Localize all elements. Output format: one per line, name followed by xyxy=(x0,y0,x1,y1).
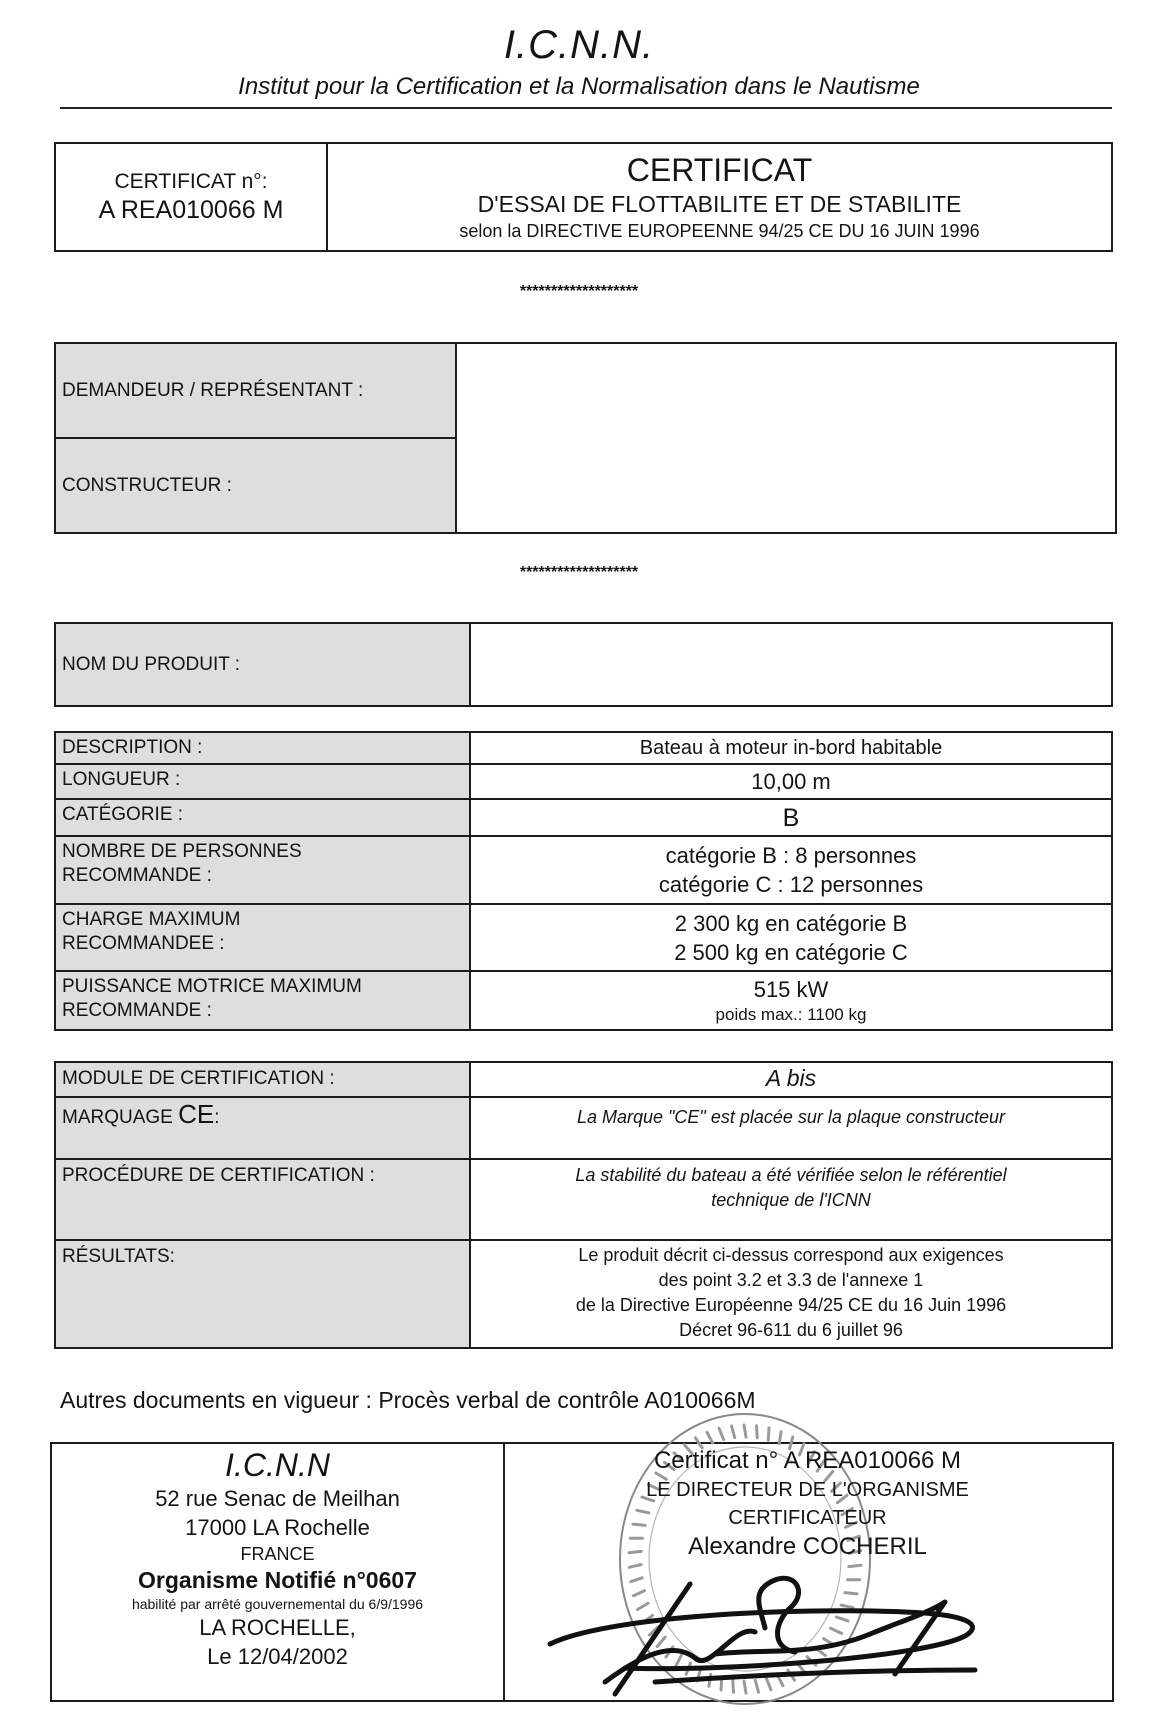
product-name-label: NOM DU PRODUIT : xyxy=(55,623,470,706)
specs-table xyxy=(54,731,1113,1031)
ce-mark: CE xyxy=(178,1099,215,1129)
spec-label-cell xyxy=(55,764,470,799)
spec-label: DESCRIPTION : xyxy=(62,737,203,758)
procedure-value xyxy=(470,1159,1112,1240)
stamp-letter-mark xyxy=(707,1432,713,1443)
footer-org: I.C.N.N xyxy=(225,1447,330,1483)
spec-row xyxy=(55,836,1112,904)
marking-label-suffix: : xyxy=(214,1107,220,1128)
spec-label-cell xyxy=(55,732,470,764)
certificate-number-value: A REA010066 M xyxy=(98,196,284,224)
footer-habilitation: habilité par arrêté gouvernemental du 6/9/1996 xyxy=(131,1596,424,1612)
spec-label: RECOMMANDEE : xyxy=(62,933,225,954)
spec-label-cell xyxy=(55,836,470,904)
footer-director-name: Alexandre COCHERIL xyxy=(688,1533,927,1560)
builder-label: CONSTRUCTEUR : xyxy=(55,438,456,533)
certificate-title: CERTIFICAT xyxy=(626,152,813,188)
certificate-directive: selon la DIRECTIVE EUROPEENNE 94/25 CE DU 16 JUIN 1996 xyxy=(459,221,980,241)
spec-value-cell xyxy=(470,971,1112,1030)
results-value-line-2: des point 3.2 et 3.3 de l'annexe 1 xyxy=(658,1270,924,1290)
marking-label-prefix: MARQUAGE xyxy=(62,1107,173,1128)
spec-label-cell xyxy=(55,904,470,971)
results-value-line-3: de la Directive Européenne 94/25 CE du 16 Juin 1996 xyxy=(575,1295,1007,1315)
spec-value-cell xyxy=(470,799,1112,836)
footer-director-role-1: LE DIRECTEUR DE L'ORGANISME xyxy=(646,1479,969,1501)
stamp-letter-mark xyxy=(768,1428,769,1440)
spec-label: CATÉGORIE : xyxy=(62,804,184,825)
stamp-letter-mark xyxy=(719,1428,724,1439)
director-signature xyxy=(545,1562,995,1702)
footer-address-2: 17000 LA Rochelle xyxy=(185,1515,370,1540)
marking-value: La Marque "CE" est placée sur la plaque constructeur xyxy=(470,1097,1112,1159)
certificate-subtitle: D'ESSAI DE FLOTTABILITE ET DE STABILITE xyxy=(477,191,962,217)
spec-label-cell xyxy=(55,799,470,836)
procedure-label: PROCÉDURE DE CERTIFICATION : xyxy=(55,1159,470,1240)
certification-table xyxy=(54,1061,1113,1349)
spec-value-cell xyxy=(470,764,1112,799)
module-label: MODULE DE CERTIFICATION : xyxy=(55,1062,470,1097)
spec-label: RECOMMANDE : xyxy=(62,865,212,886)
footer-cert-ref: Certificat n° A REA010066 M xyxy=(653,1447,962,1474)
footer-right-cell xyxy=(504,1443,1113,1701)
certificate-header-box xyxy=(54,142,1113,252)
footer-city: LA ROCHELLE, xyxy=(199,1615,356,1640)
spec-value: catégorie B : 8 personnes xyxy=(665,843,917,868)
footer-notified-body: Organisme Notifié n°0607 xyxy=(138,1567,417,1593)
separator-stars-2: ******************* xyxy=(519,564,639,581)
results-label: RÉSULTATS: xyxy=(55,1240,470,1348)
spec-value-cell xyxy=(470,836,1112,904)
footer-address-1: 52 rue Senac de Meilhan xyxy=(155,1486,400,1511)
spec-label-cell xyxy=(55,971,470,1030)
spec-row xyxy=(55,732,1112,764)
certificate-number-cell xyxy=(55,143,327,251)
spec-row xyxy=(55,904,1112,971)
certificate-number-label: CERTIFICAT n°: xyxy=(114,170,268,193)
spec-label: NOMBRE DE PERSONNES xyxy=(62,841,302,862)
spec-value: B xyxy=(782,803,800,832)
header-rule xyxy=(60,107,1112,109)
footer-right-stack xyxy=(505,1446,1110,1562)
spec-value: 2 300 kg en catégorie B xyxy=(674,910,908,936)
certificate-title-cell xyxy=(327,143,1112,251)
applicant-label: DEMANDEUR / REPRÉSENTANT : xyxy=(55,343,456,438)
footer-date: Le 12/04/2002 xyxy=(207,1644,348,1669)
spec-value: 515 kW xyxy=(753,977,829,1002)
footer-box xyxy=(50,1442,1114,1702)
spec-value: Bateau à moteur in-bord habitable xyxy=(639,737,943,759)
spec-value: catégorie C : 12 personnes xyxy=(658,872,924,897)
footer-left-cell xyxy=(51,1443,504,1701)
spec-value: 10,00 m xyxy=(751,768,831,794)
applicant-value xyxy=(456,343,1116,438)
results-value-line-4: Décret 96-611 du 6 juillet 96 xyxy=(679,1320,903,1340)
spec-row xyxy=(55,971,1112,1030)
spec-row xyxy=(55,799,1112,836)
spec-label: CHARGE MAXIMUM xyxy=(62,909,241,930)
other-documents: Autres documents en vigueur : Procès verbal de contrôle A010066M xyxy=(60,1387,756,1413)
spec-value-cell xyxy=(470,732,1112,764)
spec-label: PUISSANCE MOTRICE MAXIMUM xyxy=(62,976,362,997)
footer-left-stack xyxy=(56,1446,499,1671)
footer-country: FRANCE xyxy=(240,1544,315,1564)
results-value xyxy=(470,1240,1112,1348)
stamp-letter-mark xyxy=(744,1425,746,1437)
spec-label: LONGUEUR : xyxy=(62,769,181,790)
marking-label xyxy=(55,1097,470,1159)
results-value-line-1: Le produit décrit ci-dessus correspond aux exigences xyxy=(578,1245,1004,1265)
stamp-letter-mark xyxy=(732,1426,735,1438)
separator-stars: ******************* xyxy=(519,283,639,300)
spec-row xyxy=(55,764,1112,799)
procedure-value-line-1: La stabilité du bateau a été vérifiée selon le référentiel xyxy=(575,1165,1007,1185)
stamp-letter-mark xyxy=(757,1426,758,1438)
procedure-value-line-2: technique de l'ICNN xyxy=(711,1190,871,1210)
spec-value: 2 500 kg en catégorie C xyxy=(674,939,908,965)
footer-director-role-2: CERTIFICATEUR xyxy=(728,1507,887,1529)
builder-value xyxy=(456,438,1116,533)
product-name-value xyxy=(470,623,1112,706)
product-box xyxy=(54,622,1113,707)
module-value: A bis xyxy=(470,1062,1112,1097)
org-full-name: Institut pour la Certification et la Normalisation dans le Nautisme xyxy=(238,73,920,100)
stamp-letter-mark xyxy=(779,1432,781,1444)
spec-label: RECOMMANDE : xyxy=(62,1000,212,1021)
parties-box xyxy=(54,342,1117,534)
org-acronym: I.C.N.N. xyxy=(503,23,655,67)
spec-value: poids max.: 1100 kg xyxy=(715,1005,867,1024)
spec-value-cell xyxy=(470,904,1112,971)
